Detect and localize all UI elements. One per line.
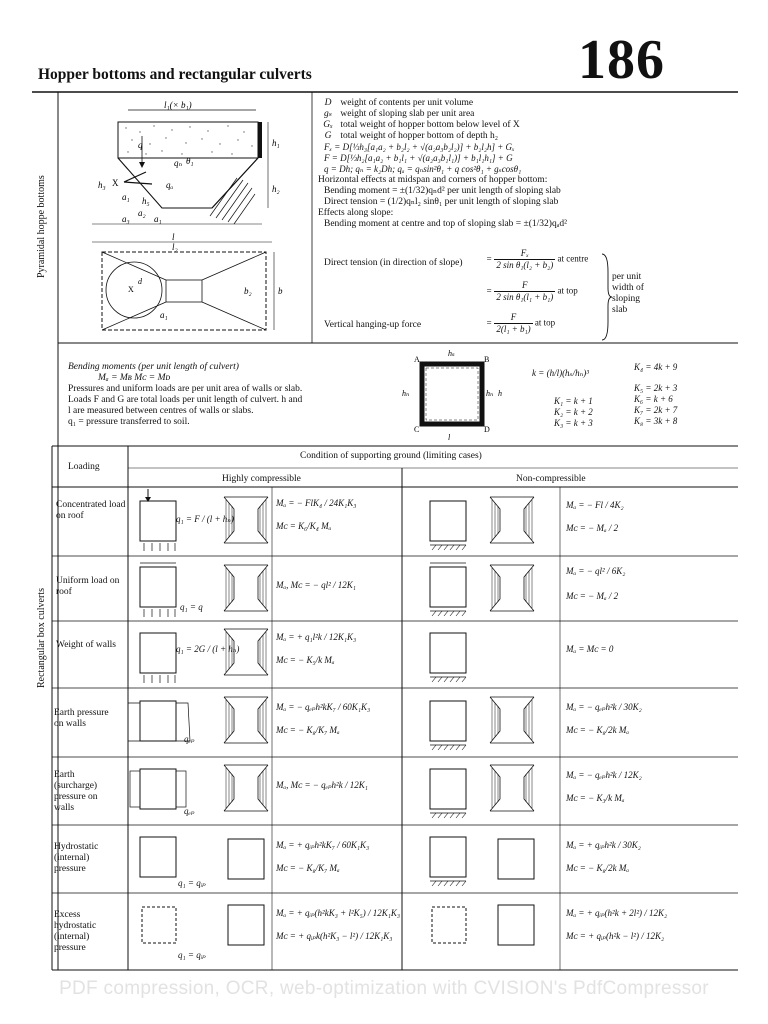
svg-text:hₙ: hₙ — [486, 389, 494, 398]
note-q1: q₁ = q — [180, 602, 203, 612]
svg-text:a₃: a₃ — [122, 214, 130, 224]
svg-text:a₁: a₁ — [160, 310, 168, 320]
note-qep: qₑₚ — [184, 734, 195, 744]
svg-text:X: X — [128, 285, 134, 294]
svg-text:l: l — [448, 433, 451, 442]
brace-icon — [600, 252, 612, 342]
svg-text:a₁: a₁ — [154, 214, 162, 224]
eq-highly: Mₐ = + qᵢₚ(h²kK₃ + l²K₅) / 12K₁K₃ Mᴄ = + qᵢₚk(h²K₃ − l²) / 12K₁K₃ — [276, 908, 401, 941]
row-label: Earth (surcharge) pressure on walls — [54, 770, 98, 813]
svg-text:b: b — [278, 286, 283, 296]
eq-highly: Mₐ, Mᴄ = − qₑₚh²k / 12K₁ — [276, 780, 368, 790]
eq-highly: Mₐ = + q₁l²k / 12K₁K₃ Mᴄ = − K₅/k Mₐ — [276, 632, 357, 665]
row-label: Hydrostatic (internal) pressure — [54, 842, 99, 874]
formula-f: F = D[⅓h₂[a₁a₂ + b₁l₁ + √(a₂a₃b₁l₁)] + b₁l₁h₁] + G — [324, 153, 513, 163]
svg-text:D: D — [484, 425, 490, 434]
svg-text:h: h — [498, 389, 502, 398]
k-formula: k = (h/l)(hₛ/hₙ)³ — [532, 368, 589, 378]
eq-non: Mₐ = − qₑₚh²k / 12K₂ Mᴄ = − K₃/k Mₐ — [566, 770, 642, 803]
eq-highly: Mₐ = − qₑₚh²kK₇ / 60K₁K₃ Mᴄ = − K₈/K₇ Mₐ — [276, 702, 371, 735]
legend-row: Gₓ total weight of hopper bottom below level of X — [323, 120, 520, 130]
section-label-culverts: Rectangular box culverts — [36, 588, 47, 688]
horizontal-bending: Bending moment = ±(1/32)qₙd² per unit length of sloping slab — [324, 186, 561, 196]
slope-bending: Bending moment at centre and top of sloping slab = ±(1/32)qₐd² — [324, 219, 567, 229]
per-unit-note: per unit width of sloping slab — [612, 272, 644, 315]
dim-l1: l₁(× b₁) — [164, 100, 192, 110]
svg-text:h₅: h₅ — [142, 196, 150, 206]
svg-text:θ₁: θ₁ — [186, 156, 194, 166]
svg-text:l: l — [172, 232, 175, 242]
loading-header: Loading — [68, 462, 100, 472]
direct-tension-label: Direct tension (in direction of slope) — [324, 258, 463, 268]
note-qep: qₑₚ — [184, 806, 195, 816]
eq-non: Mₐ = − ql² / 6K₂ Mᴄ = − Mₐ / 2 — [566, 566, 626, 601]
svg-text:A: A — [414, 355, 420, 364]
k-constants-right: K₄ = 4k + 9 K₅ = 2k + 3 K₆ = k + 6 K₇ = 2k + 7 K₈ = 3k + 8 — [634, 362, 678, 426]
svg-text:a₂: a₂ — [138, 208, 146, 218]
direct-tension-top: = $\frac{F}{\text{2 sin θ₁(l₁ + b₁)}}$ at top — [486, 280, 578, 302]
svg-text:qₐ: qₐ — [166, 180, 174, 190]
svg-text:hₙ: hₙ — [402, 389, 410, 398]
eq-highly: Mₐ = − FlK₄ / 24K₁K₃ Mᴄ = K₆/K₄ Mₐ — [276, 498, 357, 531]
horizontal-tension: Direct tension = (1/2)qₙl₂ sinθ₁ per unit length of sloping slab — [324, 197, 559, 207]
loading-diagrams — [128, 487, 738, 970]
eq-non: Mₐ = + qᵢₚh²k / 30K₂ Mᴄ = − K₈/2k Mₐ — [566, 840, 641, 873]
formula-q: q = Dh; qₙ = k₂Dh; qₐ = qₙsin²θ₁ + q cos²θ₁ + gₛcosθ₁ — [324, 164, 522, 174]
svg-text:q: q — [138, 140, 143, 150]
box-culvert-diagram — [400, 346, 510, 444]
vertical-hanging-label: Vertical hanging-up force — [324, 320, 422, 330]
svg-text:h₁: h₁ — [272, 138, 280, 148]
footer-watermark: PDF compression, OCR, web-optimization with CVISION's PdfCompressor — [59, 978, 709, 999]
note-q1: q₁ = F / (l + hₙ) — [176, 514, 234, 524]
legend-row: gₛ weight of sloping slab per unit area — [324, 109, 475, 119]
col-non-compressible: Non-compressible — [516, 474, 586, 484]
row-label: Excess hydrostatic (internal) pressure — [54, 910, 97, 953]
formula-fx: Fₓ = D[⅓h₃[a₁a₂ + b₂l₂ + √(a₂a₃b₂l₂)] + b₂l₂h] + Gₓ — [324, 142, 515, 152]
svg-text:C: C — [414, 425, 420, 434]
svg-text:b₂: b₂ — [244, 286, 252, 296]
slope-heading: Effects along slope: — [318, 208, 394, 218]
hopper-diagram — [62, 96, 310, 342]
svg-text:h₃: h₃ — [98, 180, 106, 190]
eq-non: Mₐ = + qᵢₚ(h²k + 2l²) / 12K₂ Mᴄ = + qᵢₚ(h²k − l²) / 12K₂ — [566, 908, 668, 941]
eq-non: Mₐ = − qₑₚh²k / 30K₂ Mᴄ = − K₈/2k Mₐ — [566, 702, 642, 735]
row-label: Uniform load on roof — [56, 576, 120, 597]
svg-text:hₛ: hₛ — [448, 349, 455, 358]
eq-non: Mₐ = − Fl / 4K₂ Mᴄ = − Mₐ / 2 — [566, 500, 624, 533]
svg-text:h₂: h₂ — [272, 184, 280, 194]
legend-row: G total weight of hopper bottom of depth h₂ — [324, 131, 499, 141]
row-label: Concentrated load on roof — [56, 500, 126, 521]
culvert-intro: Bending moments (per unit length of culvert) Mₐ = Mʙ Mᴄ = Mᴅ Pressures and uniform loads are per unit area of walls or slab. Loads F and G are total loads per unit length of culvert. h and l are measured between centres of walls or slabs. q₁ = pressure transferred to soil. — [68, 362, 303, 427]
row-label: Weight of walls — [56, 640, 116, 650]
svg-text:d: d — [138, 277, 142, 286]
k-constants-left: K₁ = k + 1 K₂ = k + 2 K₃ = k + 3 — [554, 396, 593, 428]
hopper-legend — [318, 98, 567, 230]
eq-highly: Mₐ, Mᴄ = − ql² / 12K₁ — [276, 580, 356, 590]
condition-header: Condition of supporting ground (limiting cases) — [300, 451, 482, 461]
page-number: 186 — [578, 29, 665, 91]
row-label: Earth pressure on walls — [54, 708, 109, 729]
svg-text:l₂: l₂ — [172, 242, 178, 252]
note-q1: q₁ = qᵢₚ — [178, 878, 206, 888]
eq-highly: Mₐ = + qᵢₚh²kK₇ / 60K₁K₃ Mᴄ = − K₈/K₇ Mₐ — [276, 840, 370, 873]
section-label-hopper: Pyramidal hoppe bottoms — [36, 175, 47, 278]
svg-text:X: X — [112, 178, 119, 188]
note-q1: q₁ = 2G / (l + hₙ) — [176, 644, 240, 654]
page-title: Hopper bottoms and rectangular culverts — [38, 66, 312, 83]
horizontal-heading: Horizontal effects at midspan and corners of hopper bottom: — [318, 175, 548, 185]
direct-tension-centre: = $\frac{\text{Fₓ}}{\text{2 sin θ₁(l₂ + b₂)}}$ at centre — [486, 248, 589, 270]
vertical-hanging-value: = $\frac{F}{\text{2(l₁ + b₁)}}$ at top — [486, 312, 556, 334]
svg-text:B: B — [484, 355, 490, 364]
legend-row: D weight of contents per unit volume — [324, 98, 474, 108]
col-highly-compressible: Highly compressible — [222, 474, 301, 484]
eq-non: Mₐ = Mᴄ = 0 — [566, 644, 614, 654]
note-q1: q₁ = qᵢₚ — [178, 950, 206, 960]
svg-text:qₙ: qₙ — [174, 158, 183, 168]
svg-text:a₁: a₁ — [122, 192, 130, 202]
